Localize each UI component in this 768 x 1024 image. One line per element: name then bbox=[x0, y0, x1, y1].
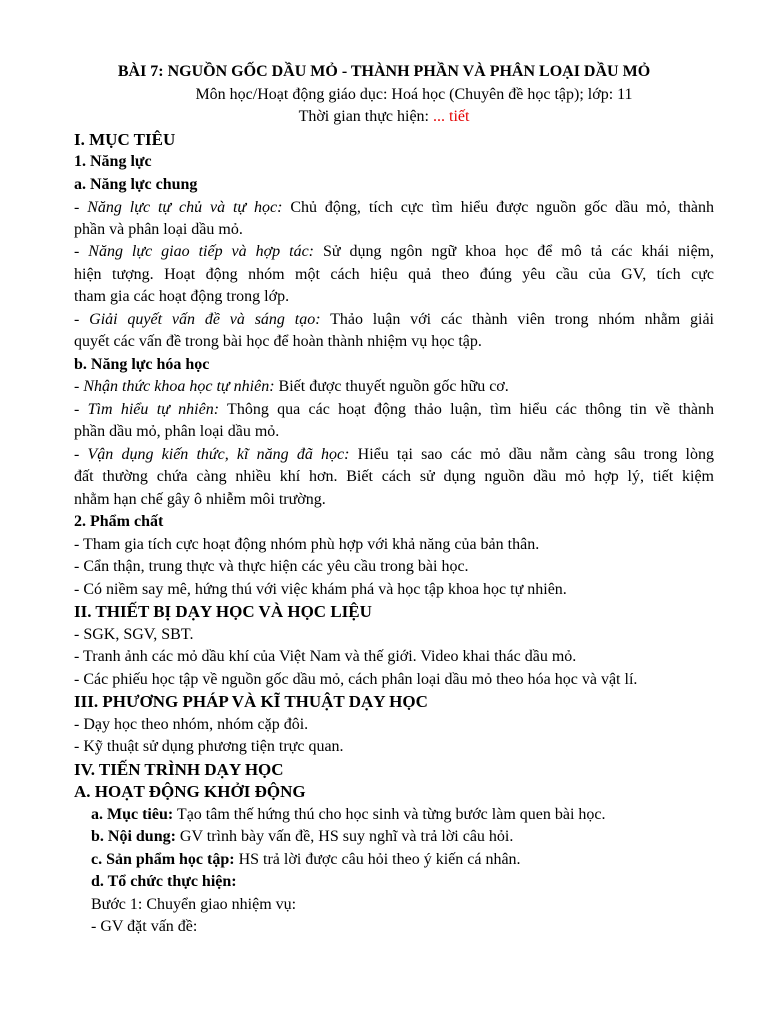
content-text: GV trình bày vấn đề, HS suy nghĩ và trả lời câu hỏi. bbox=[175, 828, 514, 845]
warmup-content bbox=[91, 826, 731, 848]
teacher-prompt: - GV đặt vấn đề: bbox=[91, 918, 198, 935]
content-label: b. Nội dung: bbox=[91, 828, 176, 845]
item-text: Chủ động, tích cực tìm hiểu được nguồn gốc dầu mỏ, thành bbox=[282, 199, 715, 216]
subject-line: Môn học/Hoạt động giáo dục: Hoá học (Chuyên đề học tập); lớp: 11 bbox=[195, 86, 633, 103]
subheading-warmup: A. HOẠT ĐỘNG KHỞI ĐỘNG bbox=[74, 782, 306, 801]
subheading-general-competence: a. Năng lực chung bbox=[74, 176, 198, 193]
chem-item-3-cont2: nhằm hạn chế gây ô nhiễm môi trường. bbox=[74, 491, 326, 508]
general-item-2: - Năng lực giao tiếp và hợp tác: Sử dụng ngôn ngữ khoa học để mô tả các khái niệm, bbox=[74, 243, 714, 260]
product-text: HS trả lời được câu hỏi theo ý kiến cá nhân. bbox=[234, 851, 521, 868]
chem-item-3-cont: đất thường chứa càng nhiều khí hơn. Biết cách sử dụng nguồn dầu mỏ hợp lý, tiết kiệm bbox=[74, 468, 714, 485]
quality-item-1: - Tham gia tích cực hoạt động nhóm phù hợp với khả năng của bản thân. bbox=[74, 536, 540, 553]
general-item-1: - Năng lực tự chủ và tự học: Chủ động, tích cực tìm hiểu được nguồn gốc dầu mỏ, thành bbox=[74, 199, 715, 216]
method-item-2: - Kỹ thuật sử dụng phương tiện trực quan. bbox=[74, 738, 344, 755]
warmup-objective bbox=[91, 804, 731, 826]
chem-item-2-cont: phần dầu mỏ, phân loại dầu mỏ. bbox=[74, 423, 280, 440]
section-heading-process: IV. TIẾN TRÌNH DẠY HỌC bbox=[74, 760, 284, 779]
method-item-1: - Dạy học theo nhóm, nhóm cặp đôi. bbox=[74, 716, 309, 733]
product-label: c. Sản phẩm học tập: bbox=[91, 851, 235, 868]
chem-item-1: - Nhận thức khoa học tự nhiên: Biết được thuyết nguồn gốc hữu cơ. bbox=[74, 378, 509, 395]
general-item-3: - Giải quyết vấn đề và sáng tạo: Thảo luận với các thành viên trong nhóm nhằm giải bbox=[74, 311, 714, 328]
time-value: ... tiết bbox=[433, 108, 470, 125]
item-label: Giải quyết vấn đề và sáng tạo: bbox=[89, 311, 321, 328]
chem-item-3: - Vận dụng kiến thức, kĩ năng đã học: Hiểu tại sao các mỏ dầu nằm càng sâu trong lòng bbox=[74, 446, 715, 463]
lesson-title: BÀI 7: NGUỒN GỐC DẦU MỎ - THÀNH PHẦN VÀ PHÂN LOẠI DẦU MỎ bbox=[117, 63, 651, 80]
item-text: Thảo luận với các thành viên trong nhóm nhằm giải bbox=[320, 311, 714, 328]
time-label: Thời gian thực hiện: bbox=[298, 108, 433, 125]
equipment-item-3: - Các phiếu học tập về nguồn gốc dầu mỏ, cách phân loại dầu mỏ theo hóa học và vật lí. bbox=[74, 671, 638, 688]
section-heading-objectives: I. MỤC TIÊU bbox=[74, 130, 176, 149]
warmup-organization: d. Tổ chức thực hiện: bbox=[91, 873, 237, 890]
subheading-chem-competence: b. Năng lực hóa học bbox=[74, 356, 210, 373]
subheading-competence: 1. Năng lực bbox=[74, 153, 152, 170]
item-text: Thông qua các hoạt động thảo luận, tìm hiểu các thông tin về thành bbox=[219, 401, 715, 418]
chem-item-2: - Tìm hiểu tự nhiên: Thông qua các hoạt động thảo luận, tìm hiểu các thông tin về thành bbox=[74, 401, 715, 418]
item-text: Biết được thuyết nguồn gốc hữu cơ. bbox=[274, 378, 509, 395]
item-label: Vận dụng kiến thức, kĩ năng đã học: bbox=[87, 446, 350, 463]
general-item-3-cont: quyết các vấn đề trong bài học để hoàn thành nhiệm vụ học tập. bbox=[74, 333, 482, 350]
step-1: Bước 1: Chuyển giao nhiệm vụ: bbox=[91, 896, 297, 913]
item-label: Năng lực giao tiếp và hợp tác: bbox=[88, 243, 314, 260]
time-line bbox=[0, 106, 768, 128]
quality-item-3: - Có niềm say mê, hứng thú với việc khám phá và học tập khoa học tự nhiên. bbox=[74, 581, 567, 598]
equipment-item-2: - Tranh ảnh các mỏ dầu khí của Việt Nam và thế giới. Video khai thác dầu mỏ. bbox=[74, 648, 577, 665]
quality-item-2: - Cẩn thận, trung thực và thực hiện các yêu cầu trong bài học. bbox=[74, 558, 469, 575]
item-label: Năng lực tự chủ và tự học: bbox=[87, 199, 283, 216]
general-item-2-cont2: tham gia các hoạt động trong lớp. bbox=[74, 288, 290, 305]
objective-label: a. Mục tiêu: bbox=[91, 806, 174, 823]
equipment-item-1: - SGK, SGV, SBT. bbox=[74, 626, 194, 643]
item-label: Tìm hiểu tự nhiên: bbox=[87, 401, 220, 418]
item-label: Nhận thức khoa học tự nhiên: bbox=[83, 378, 275, 395]
section-heading-methods: III. PHƯƠNG PHÁP VÀ KĨ THUẬT DẠY HỌC bbox=[74, 692, 428, 711]
warmup-product bbox=[91, 849, 731, 871]
subheading-qualities: 2. Phẩm chất bbox=[74, 513, 164, 530]
item-text: Sử dụng ngôn ngữ khoa học để mô tả các khái niệm, bbox=[314, 243, 714, 260]
objective-text: Tạo tâm thế hứng thú cho học sinh và từng bước làm quen bài học. bbox=[173, 806, 606, 823]
section-heading-equipment: II. THIẾT BỊ DẠY HỌC VÀ HỌC LIỆU bbox=[74, 602, 372, 621]
general-item-2-cont: hiện tượng. Hoạt động nhóm một cách hiệu quả theo đúng yêu cầu của GV, tích cực bbox=[74, 266, 714, 283]
item-text: Hiểu tại sao các mỏ dầu nằm càng sâu trong lòng bbox=[349, 446, 715, 463]
general-item-1-cont: phần và phân loại dầu mỏ. bbox=[74, 221, 243, 238]
